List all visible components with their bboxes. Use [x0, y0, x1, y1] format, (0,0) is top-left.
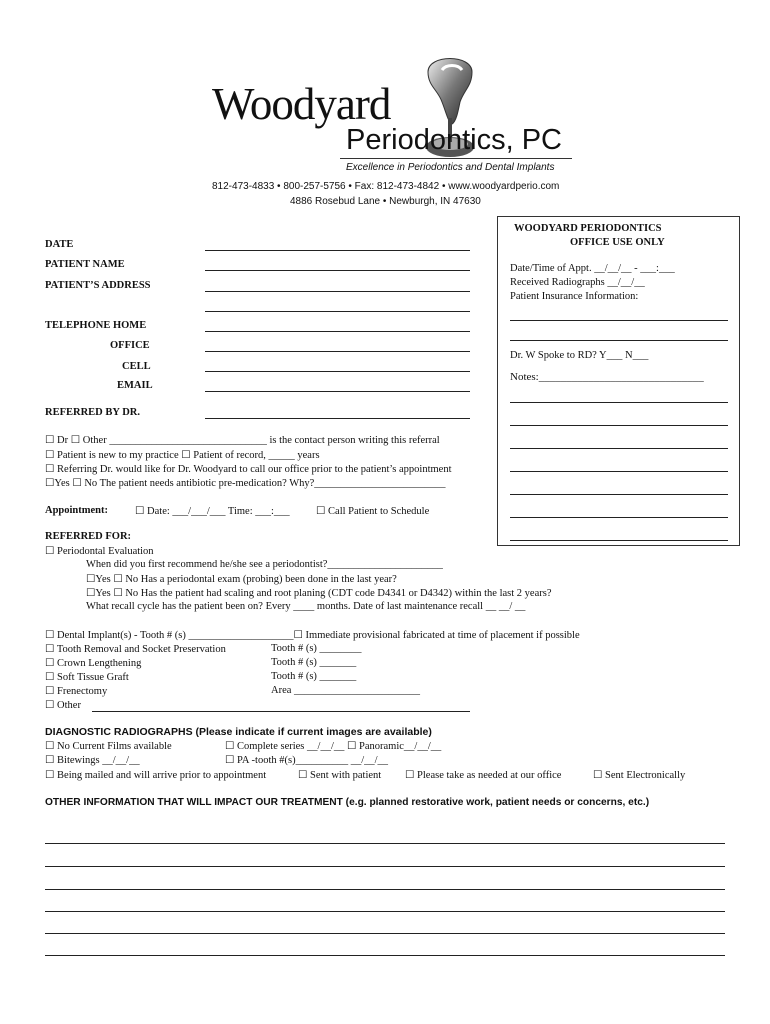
dental-implant-checkbox[interactable]: ☐ Dental Implant(s) - Tooth # (s) ____________________☐ Immediate provisional fabricated at time of placement if possible	[45, 630, 580, 641]
other-info-line[interactable]	[45, 843, 725, 844]
patient-address-input-2[interactable]	[205, 311, 470, 312]
logo-wordmark: Woodyard	[212, 79, 391, 129]
insurance-line[interactable]	[510, 320, 728, 321]
dr-spoke-field[interactable]: Dr. W Spoke to RD? Y___ N___	[510, 350, 649, 361]
other-info-line[interactable]	[45, 933, 725, 934]
contact-person-option[interactable]: ☐ Dr ☐ Other ______________________________ is the contact person writing this referral	[45, 435, 440, 446]
antibiotic-option[interactable]: ☐Yes ☐ No The patient needs antibiotic pre-medication? Why?_________________________	[45, 478, 446, 489]
email-label: EMAIL	[117, 380, 153, 391]
patient-status-option[interactable]: ☐ Patient is new to my practice ☐ Patient of record, _____ years	[45, 450, 320, 461]
telephone-office-input[interactable]	[205, 351, 470, 352]
notes-line[interactable]	[510, 425, 728, 426]
insurance-line[interactable]	[510, 340, 728, 341]
complete-panoramic-checkbox[interactable]: ☐ Complete series __/__/__ ☐ Panoramic__/__/__	[225, 741, 442, 752]
referred-for-title: REFERRED FOR:	[45, 531, 132, 542]
referred-by-label: REFERRED BY DR.	[45, 407, 140, 418]
cell-label: CELL	[122, 361, 151, 372]
other-input[interactable]	[92, 711, 470, 712]
tooth-removal-tooth-field[interactable]: Tooth # (s) ________	[271, 643, 362, 654]
notes-line[interactable]	[510, 402, 728, 403]
call-office-option[interactable]: ☐ Referring Dr. would like for Dr. Woodyard to call our office prior to the patient’s appointment	[45, 464, 452, 475]
email-input[interactable]	[205, 391, 470, 392]
radiographs-title: DIAGNOSTIC RADIOGRAPHS (Please indicate if current images are available)	[45, 726, 432, 738]
patient-address-input[interactable]	[205, 291, 470, 292]
other-info-line[interactable]	[45, 955, 725, 956]
notes-field[interactable]: Notes:______________________________	[510, 371, 704, 383]
other-info-line[interactable]	[45, 889, 725, 890]
other-info-line[interactable]	[45, 911, 725, 912]
first-recommend-field[interactable]: When did you first recommend he/she see a periodontist?______________________	[86, 559, 443, 570]
appointment-date-time-option[interactable]: ☐ Date: ___/___/___ Time: ___:___	[135, 506, 290, 517]
frenectomy-area-field[interactable]: Area ________________________	[271, 685, 421, 696]
telephone-office-label: OFFICE	[110, 340, 150, 351]
other-info-title: OTHER INFORMATION THAT WILL IMPACT OUR TREATMENT (e.g. planned restorative work, patient needs or concerns, etc.)	[45, 797, 650, 808]
contact-info: 812-473-4833 • 800-257-5756 • Fax: 812-473-4842 • www.woodyardperio.com	[212, 181, 560, 192]
graft-tooth-field[interactable]: Tooth # (s) _______	[271, 671, 357, 682]
take-as-needed-checkbox[interactable]: ☐ Please take as needed at our office	[405, 770, 562, 781]
notes-line[interactable]	[510, 494, 728, 495]
tagline: Excellence in Periodontics and Dental Implants	[346, 162, 555, 173]
telephone-home-label: TELEPHONE HOME	[45, 320, 147, 331]
appointment-label: Appointment:	[45, 505, 109, 516]
call-patient-option[interactable]: ☐ Call Patient to Schedule	[316, 506, 430, 517]
tooth-removal-checkbox[interactable]: ☐ Tooth Removal and Socket Preservation	[45, 644, 226, 655]
other-checkbox[interactable]: ☐ Other	[45, 700, 81, 711]
address-info: 4886 Rosebud Lane • Newburgh, IN 47630	[290, 196, 481, 207]
insurance-label: Patient Insurance Information:	[510, 291, 639, 302]
office-subtitle: OFFICE USE ONLY	[570, 237, 665, 248]
logo-divider	[340, 158, 572, 159]
sent-with-patient-checkbox[interactable]: ☐ Sent with patient	[298, 770, 382, 781]
notes-line[interactable]	[510, 448, 728, 449]
sent-electronically-checkbox[interactable]: ☐ Sent Electronically	[593, 770, 686, 781]
telephone-home-input[interactable]	[205, 331, 470, 332]
patient-name-label: PATIENT NAME	[45, 259, 125, 270]
patient-name-input[interactable]	[205, 270, 470, 271]
frenectomy-checkbox[interactable]: ☐ Frenectomy	[45, 686, 108, 697]
notes-line[interactable]	[510, 540, 728, 541]
referred-by-input[interactable]	[205, 418, 470, 419]
soft-tissue-graft-checkbox[interactable]: ☐ Soft Tissue Graft	[45, 672, 129, 683]
notes-line[interactable]	[510, 471, 728, 472]
no-films-checkbox[interactable]: ☐ No Current Films available	[45, 741, 172, 752]
radiographs-received-field[interactable]: Received Radiographs __/__/__	[510, 277, 645, 288]
date-input[interactable]	[205, 250, 470, 251]
pa-checkbox[interactable]: ☐ PA -tooth #(s)__________ __/__/__	[225, 755, 389, 766]
recall-cycle-field[interactable]: What recall cycle has the patient been on? Every ____ months. Date of last maintenance recall __ __/ __	[86, 601, 526, 612]
other-info-line[interactable]	[45, 866, 725, 867]
office-title: WOODYARD PERIODONTICS	[514, 223, 662, 234]
date-label: DATE	[45, 239, 74, 250]
mailed-checkbox[interactable]: ☐ Being mailed and will arrive prior to appointment	[45, 770, 267, 781]
office-use-box	[497, 216, 740, 546]
notes-line[interactable]	[510, 517, 728, 518]
perio-exam-option[interactable]: ☐Yes ☐ No Has a periodontal exam (probing) been done in the last year?	[86, 574, 397, 585]
patient-address-label: PATIENT’S ADDRESS	[45, 280, 151, 291]
appt-field[interactable]: Date/Time of Appt. __/__/__ - ___:___	[510, 263, 675, 274]
periodontal-evaluation-checkbox[interactable]: ☐ Periodontal Evaluation	[45, 546, 154, 557]
cell-input[interactable]	[205, 371, 470, 372]
crown-lengthening-checkbox[interactable]: ☐ Crown Lengthening	[45, 658, 142, 669]
crown-tooth-field[interactable]: Tooth # (s) _______	[271, 657, 357, 668]
logo-subtitle: Periodontics, PC	[346, 124, 562, 156]
scaling-option[interactable]: ☐Yes ☐ No Has the patient had scaling and root planing (CDT code D4341 or D4342) within the last 2 years?	[86, 588, 552, 599]
bitewings-checkbox[interactable]: ☐ Bitewings __/__/__	[45, 755, 140, 766]
